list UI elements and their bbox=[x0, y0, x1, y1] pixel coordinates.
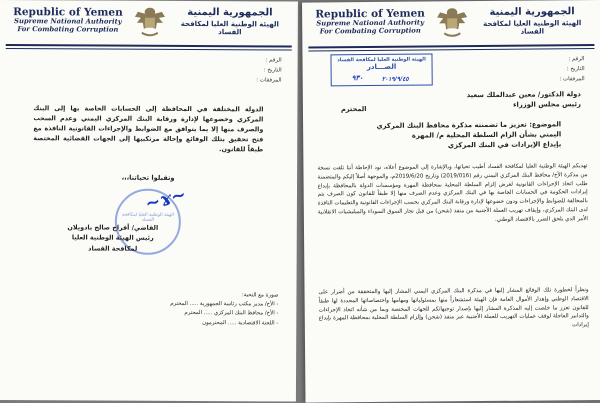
subject-line-2: اليمني بشأن الزام السلطة المحلية م/ المهرة bbox=[411, 130, 562, 140]
cc-item: - اللجنة الاقتصادية ..... المحترمون bbox=[202, 319, 279, 327]
header-rule-thin bbox=[6, 48, 292, 50]
letterhead-ar-line2: الهيئة الوطنية العليا لمكافحة الفساد bbox=[180, 19, 279, 37]
document-page-2 bbox=[0, 0, 298, 402]
letterhead-en-line3: For Combating Corruption bbox=[319, 26, 421, 36]
addressee-line-1: دولة الدكتور/ معين عبدالملك سعيد bbox=[466, 90, 581, 100]
letterhead-en-line1: Republic of Yemen bbox=[315, 7, 425, 21]
letterhead-en-line3: For Combating Corruption bbox=[17, 24, 119, 34]
subject-block bbox=[371, 120, 561, 151]
cc-heading: صورة مع التحية: bbox=[241, 292, 279, 299]
yemen-eagle-emblem-icon bbox=[132, 5, 168, 41]
date-label: التاريخ : bbox=[566, 66, 585, 73]
ref-label: الرقم : bbox=[568, 56, 585, 63]
letterhead-english bbox=[310, 7, 430, 36]
header-rule bbox=[6, 44, 292, 47]
signature-mark: ~ɤ~ bbox=[142, 183, 189, 215]
closing-greeting: وتقبلوا تحياتنا،،، bbox=[121, 173, 175, 182]
stamp-line-1: الهيئة الوطنية العليا لمكافحة الفساد bbox=[337, 56, 426, 64]
handwritten-ref-number: ٩٣٠ bbox=[351, 73, 363, 83]
cc-item: - الأخ/ مدير مكتب رئاسة الجمهورية ..... المحترم bbox=[170, 301, 279, 308]
date-label: التاريخ : bbox=[263, 67, 282, 74]
addressee-block bbox=[381, 90, 581, 111]
letterhead-en-line1: Republic of Yemen bbox=[13, 6, 123, 19]
letterhead-en-line2: Supreme National Authority bbox=[14, 17, 122, 26]
letterhead-english bbox=[8, 6, 128, 34]
cc-item: - الأخ/ محافظ البنك المركزي ..... المحترم bbox=[184, 310, 279, 317]
round-stamp-text: الهيئة الوطنية العليا لمكافحة الفساد bbox=[121, 212, 174, 223]
signatory-name: القاضي/ أفراح صالح بادويلان bbox=[67, 223, 159, 232]
signatory-title-1: رئيس الهيئة الوطنية العليا bbox=[71, 233, 154, 243]
body-paragraph-1: تهديكم الهيئة الوطنية العليا لمكافحة الفساد أطيب تحياتها، وبالإشارة إلى الموضوع أعلاه، نود الإحاطة أننا تلقت نسخة من مذكرة الأخ/ محافظ البنك المركزي اليمني رقم (2019/016) وتاريخ 2019/6/20م، والموجهة أصلاً إليكم والمتضمنة طلب اتخاذ الإجراءات القانونية لغرض إلزام السلطة المحلية بمحافظة المهرة ومؤسسات الدولة بالمحافظة بإيداع إيرادات الحكومة في الحسابات الخاصة بها في البنك المركزي وعدم الصرف منها إلا طبقاً للقانون كون الصرف يتم بالمخالفة للضوابط والإجراءات ودون خضوعها لإدارة ورقابة البنك المركزي بحسب الإجراءات القانونية والتعليمات النافذة لدى البنك المركزي، وإيقاف تهريب العملة الأجنبية من منفذ (شحن) من قبل تجار السوق السوداء والميليشيات الانقلابية الأمر الذي يلحق الضرر بالاقتصاد الوطني. bbox=[317, 163, 588, 223]
letterhead-ar-line2: الهيئة الوطنية العليا لمكافحة الفساد bbox=[483, 18, 582, 36]
stamp-line-2: الصـــادر bbox=[366, 62, 397, 72]
handwritten-date: ٢٠١٩/٩/٤٥ bbox=[381, 75, 409, 83]
signatory-title-2: لمكافحة الفساد bbox=[88, 243, 138, 253]
subject-line-1: الموضوع: تعزيز ما تضمنته مذكرة محافظ البنك المركزي bbox=[376, 120, 562, 130]
attachments-label: المرفقات : bbox=[559, 76, 585, 83]
ref-label: الرقم : bbox=[265, 57, 282, 64]
header-rule-thin bbox=[308, 48, 594, 51]
cc-list bbox=[118, 291, 278, 329]
body-paragraph-2: ونظراً لخطورة تلك الوقائع المشار إليها في مذكرة البنك المركزي اليمني المشار إليها والمتحققة من أضرار على الاقتصاد الوطني وإهدار الأموال العامة فإن الهيئة استشعاراً منها بمسئولياتها ومهامها واختصاصاتها المحددة لها طبقاً للقانون تعزز ما خلصت إليه المذكرة المشار إليها بإصدار توجيهاتكم للجهات المختصة وبما من شأنه اتخاذ الإجراءات والتدابير العاجلة لوقف عمليات التهريب للعملة الأجنبية عبر منفذ (شحن) وإلزام السلطة المحلية بمحافظة المهرة بإيداع إيرادات bbox=[318, 287, 589, 329]
subject-line-3: بإيداع الإيرادات في البنك المركزي bbox=[447, 140, 562, 150]
addressee-line-2: رئيس مجلس الوزراء bbox=[513, 100, 581, 109]
letterhead-en-line2: Supreme National Authority bbox=[316, 18, 425, 28]
letterhead-arabic bbox=[170, 7, 290, 38]
letterhead-ar-line1: الجمهورية اليمنية bbox=[489, 6, 575, 18]
letterhead-ar-line1: الجمهورية اليمنية bbox=[187, 6, 273, 19]
signature-block bbox=[33, 222, 193, 254]
continuation-paragraph: الدولة المختلفة في المحافظة إلى الحسابات الخاصة بها إلى البنك المركزي وخضوعها لإدارة ورقابة البنك المركزي اليمني وعدم السحب والصرف منها إلا بما يتوافق مع الضوابط والإجراءات القانونية النافذة مع فتح تحقيق بتلك الوقائع وإحالة مرتكبيها إلى الجهات القضائية المختصة طبقاً للقانون. bbox=[33, 104, 264, 154]
document-page-1 bbox=[302, 0, 600, 403]
letterhead-arabic bbox=[472, 6, 592, 37]
honorific: المحترم bbox=[340, 105, 367, 114]
attachments-label: المرفقات : bbox=[256, 77, 282, 84]
outgoing-register-stamp bbox=[330, 53, 432, 86]
yemen-eagle-emblem-icon bbox=[434, 5, 470, 41]
